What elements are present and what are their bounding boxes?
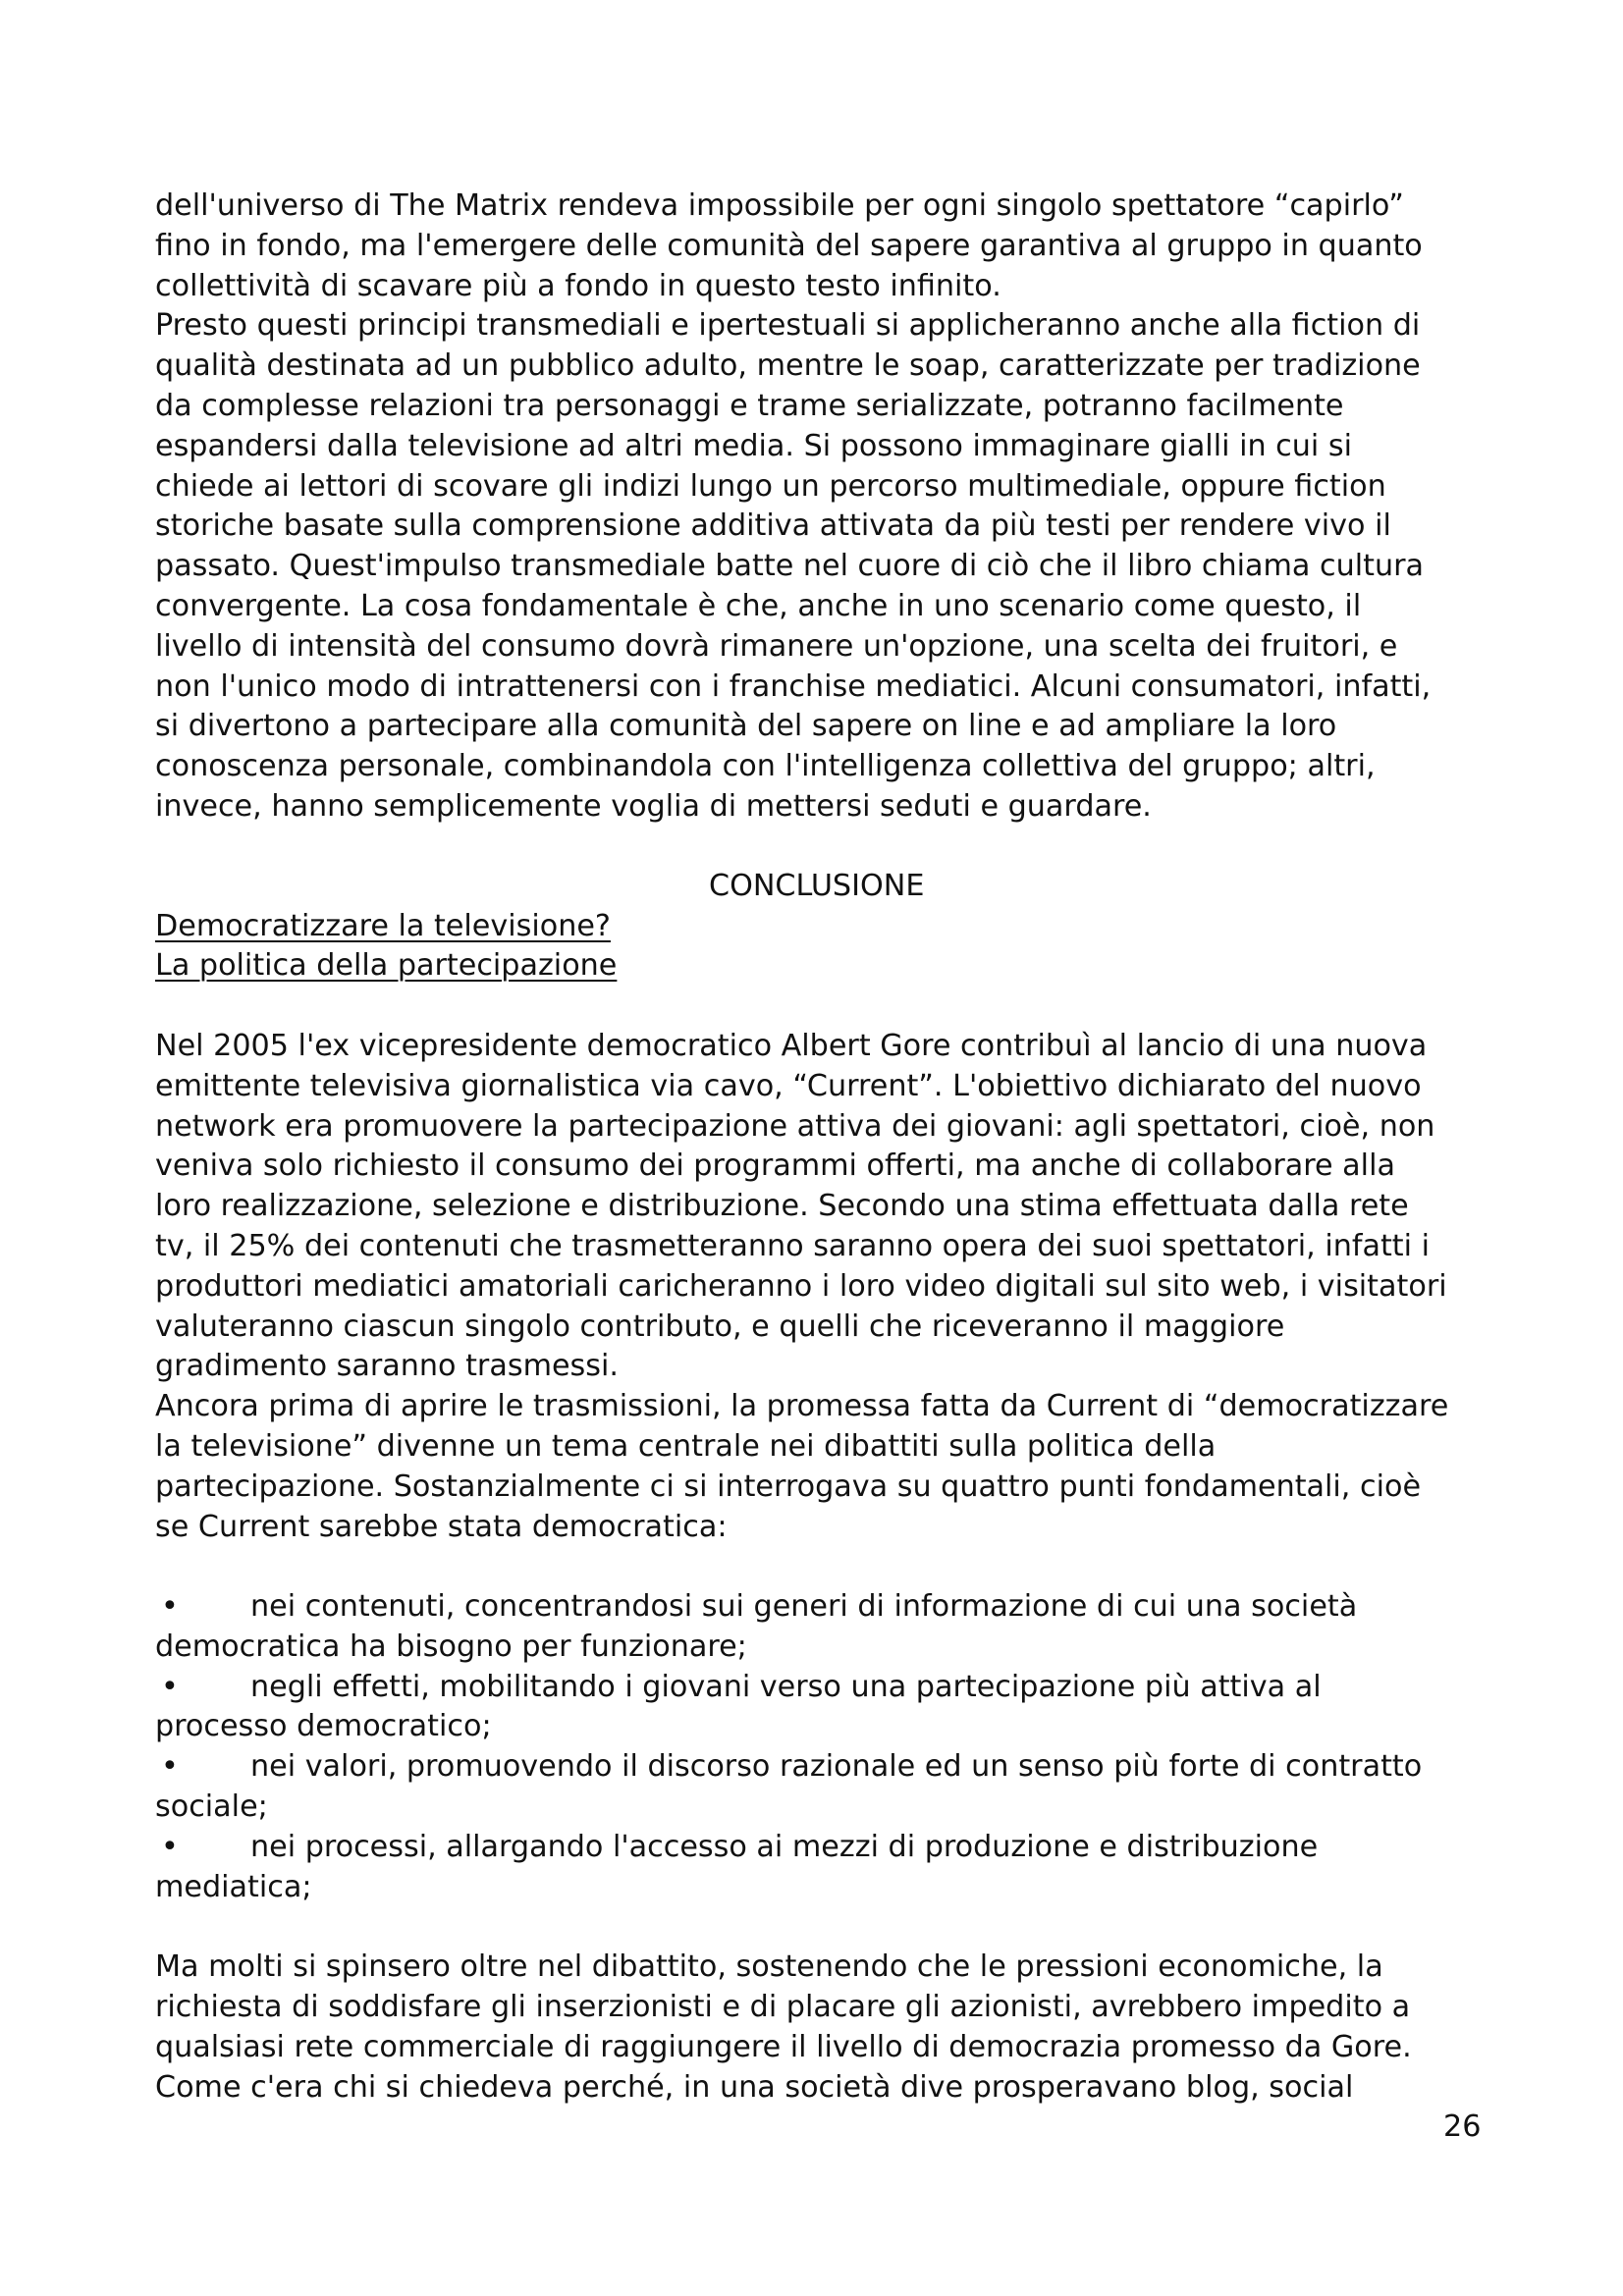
text-line: la televisione” divenne un tema centrale nei dibattiti sulla politica della [155, 1428, 1217, 1464]
spacer [155, 1907, 1483, 1948]
text-line: livello di intensità del consumo dovrà rimanere un'opzione, una scelta dei fruitori, e [155, 628, 1398, 664]
bullet-text-continued: democratica ha bisogno per funzionare; [155, 1629, 747, 1664]
text-line: espandersi dalla televisione ad altri media. Si possono immaginare gialli in cui si [155, 428, 1353, 463]
bullet-item [155, 1587, 1483, 1668]
paragraph-current [155, 1027, 1483, 1547]
text-line: dell'universo di The Matrix rendeva impossibile per ogni singolo spettatore “capirlo” [155, 188, 1404, 223]
bullet-icon: • [161, 1589, 179, 1625]
page-number: 26 [1443, 2109, 1482, 2144]
paragraph-final [155, 1948, 1483, 2108]
text-line: gradimento saranno trasmessi. [155, 1349, 619, 1384]
text-line: Ancora prima di aprire le trasmissioni, la promessa fatta da Current di “democratizzare [155, 1389, 1449, 1424]
text-line: produttori mediatici amatoriali caricheranno i loro video digitali sul sito web, i visitatori [155, 1268, 1447, 1304]
text-line: qualsiasi rete commerciale di raggiungere il livello di democrazia promesso da Gore. [155, 2029, 1412, 2064]
text-line: emittente televisiva giornalistica via cavo, “Current”. L'obiettivo dichiarato del nuovo [155, 1068, 1422, 1103]
text-line: partecipazione. Sostanzialmente ci si interrogava su quattro punti fondamentali, cioè [155, 1468, 1422, 1504]
bullet-icon: • [161, 1669, 179, 1704]
bullet-item [155, 1747, 1483, 1828]
spacer [155, 1547, 1483, 1587]
text-line: se Current sarebbe stata democratica: [155, 1509, 728, 1544]
paragraph-intro [155, 187, 1483, 828]
bullet-icon: • [161, 1749, 179, 1785]
text-line: fino in fondo, ma l'emergere delle comunità del sapere garantiva al gruppo in quanto [155, 228, 1423, 263]
text-line: conoscenza personale, combinandola con l'intelligenza collettiva del gruppo; altri, [155, 749, 1376, 784]
bullet-text: nei valori, promuovendo il discorso razionale ed un senso più forte di contratto [250, 1749, 1423, 1785]
bullet-list [155, 1587, 1483, 1907]
subtitle: Democratizzare la televisione? [155, 908, 611, 943]
spacer [155, 987, 1483, 1027]
text-line: si divertono a partecipare alla comunità del sapere on line e ad ampliare la loro [155, 709, 1337, 744]
bullet-text-continued: mediatica; [155, 1869, 312, 1904]
text-line: collettività di scavare più a fondo in questo testo infinito. [155, 268, 1001, 303]
text-line: Presto questi principi transmediali e ipertestuali si applicheranno anche alla fiction di [155, 308, 1421, 344]
text-line: Ma molti si spinsero oltre nel dibattito, sostenendo che le pressioni economiche, la [155, 1949, 1383, 1985]
bullet-icon: • [161, 1829, 179, 1864]
text-line: Nel 2005 l'ex vicepresidente democratico Albert Gore contribuì al lancio di una nuova [155, 1028, 1428, 1063]
text-line: invece, hanno semplicemente voglia di mettersi seduti e guardare. [155, 788, 1152, 824]
text-line: valuteranno ciascun singolo contributo, e quelli che riceveranno il maggiore [155, 1308, 1285, 1344]
bullet-text: nei contenuti, concentrandosi sui generi di informazione di cui una società [250, 1589, 1358, 1625]
text-line: loro realizzazione, selezione e distribuzione. Secondo una stima effettuata dalla rete [155, 1189, 1409, 1224]
text-line: qualità destinata ad un pubblico adulto, mentre le soap, caratterizzate per tradizione [155, 348, 1421, 384]
text-line: tv, il 25% dei contenuti che trasmetteranno saranno opera dei suoi spettatori, infatti i [155, 1228, 1431, 1263]
text-line: network era promuovere la partecipazione attiva dei giovani: agli spettatori, cioè, non [155, 1108, 1435, 1144]
bullet-text: nei processi, allargando l'accesso ai mezzi di produzione e distribuzione [250, 1829, 1319, 1864]
text-line: richiesta di soddisfare gli inserzionisti e di placare gli azionisti, avrebbero impedito a [155, 1990, 1411, 2025]
text-line: storiche basate sulla comprensione additiva attivata da più testi per rendere vivo il [155, 508, 1391, 544]
subtitle: La politica della partecipazione [155, 948, 618, 984]
text-line: non l'unico modo di intrattenersi con i franchise mediatici. Alcuni consumatori, infatti, [155, 668, 1432, 704]
bullet-item [155, 1828, 1483, 1908]
bullet-text-continued: sociale; [155, 1789, 268, 1825]
text-line: veniva solo richiesto il consumo dei programmi offerti, ma anche di collaborare alla [155, 1148, 1395, 1184]
text-line: da complesse relazioni tra personaggi e trame serializzate, potranno facilmente [155, 388, 1344, 423]
subtitle-block [155, 907, 1483, 988]
section-heading: CONCLUSIONE [709, 868, 925, 903]
page-body [155, 187, 1483, 2108]
text-line: convergente. La cosa fondamentale è che, anche in uno scenario come questo, il [155, 588, 1362, 623]
text-line: chiede ai lettori di scovare gli indizi lungo un percorso multimediale, oppure fiction [155, 468, 1386, 504]
bullet-item [155, 1668, 1483, 1748]
bullet-text: negli effetti, mobilitando i giovani verso una partecipazione più attiva al [250, 1669, 1322, 1704]
bullet-text-continued: processo democratico; [155, 1709, 492, 1744]
text-line: Come c'era chi si chiedeva perché, in una società dive prosperavano blog, social [155, 2069, 1354, 2105]
text-line: passato. Quest'impulso transmediale batte nel cuore di ciò che il libro chiama cultura [155, 549, 1424, 584]
